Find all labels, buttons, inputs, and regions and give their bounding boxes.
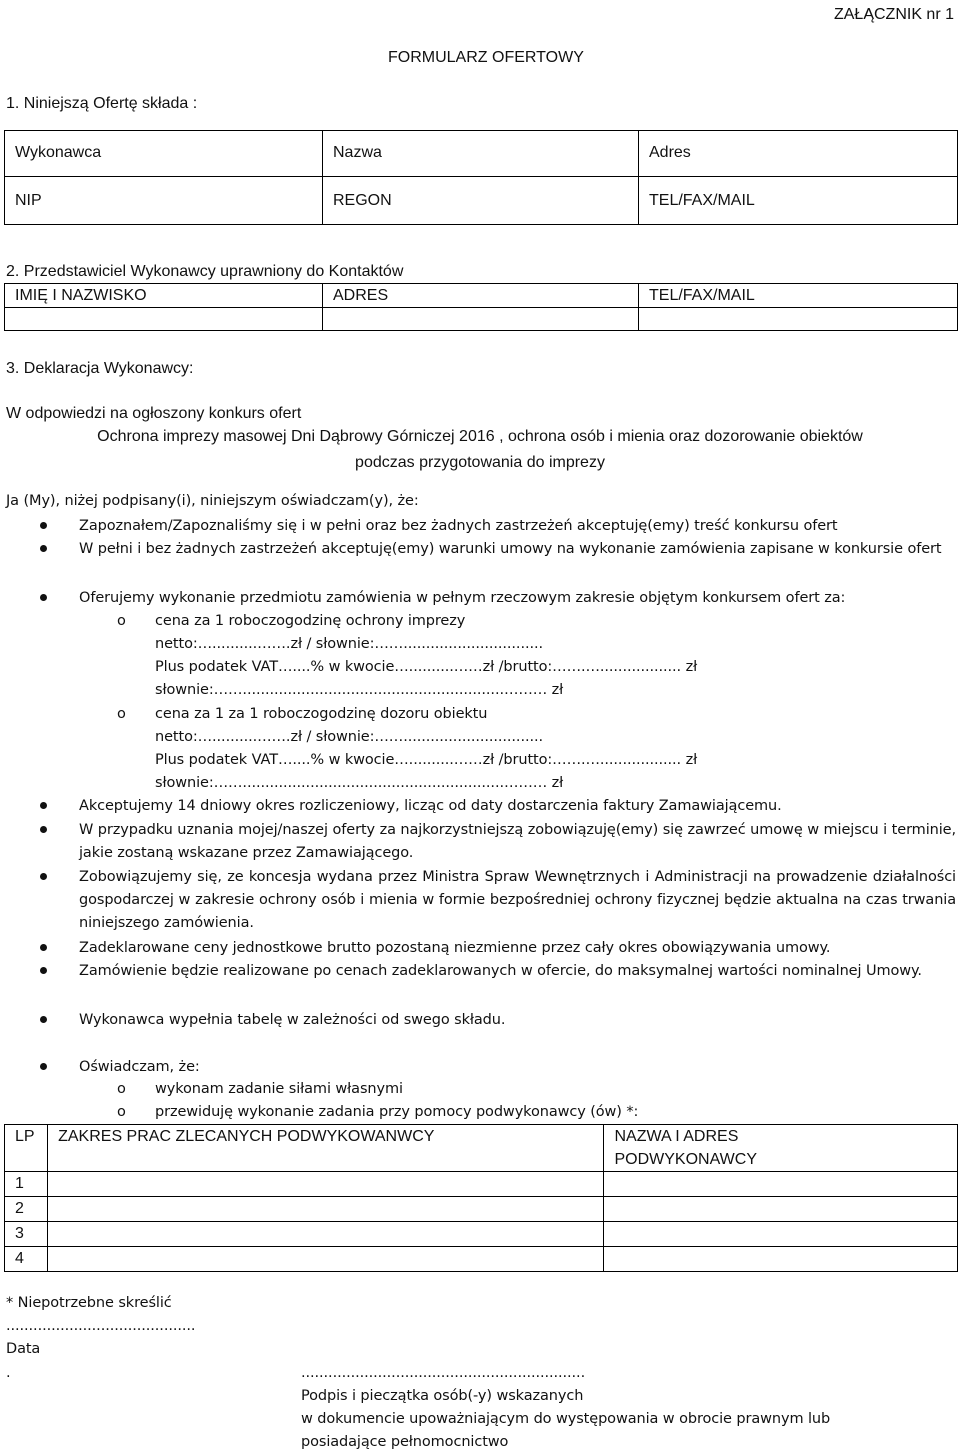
circle-bullet-icon: o [117, 706, 126, 722]
circle-bullet-icon: o [117, 1104, 126, 1120]
rep-contact-value [639, 308, 958, 331]
scope-cell [48, 1172, 604, 1197]
bullet-icon [40, 802, 47, 809]
subcontractor-cell [604, 1197, 958, 1222]
bullet-1: Zapoznałem/Zapoznaliśmy się i w pełni oraz bez żadnych zastrzeżeń akceptuję(emy) treść konkursu ofert [79, 518, 838, 534]
bullet-9: Wykonawca wypełnia tabelę w zależności od swego składu. [79, 1012, 506, 1028]
price1-vat: Plus podatek VAT…....% w kwocie…..........……zł /brutto:…….….................. zł [155, 659, 698, 675]
name-cell: Nazwa [323, 131, 639, 177]
subject-line-2: podczas przygotowania do imprezy [355, 454, 605, 471]
price1-slownie: słownie:……..........................................................……… zł [155, 682, 564, 698]
signature-caption-1: Podpis i pieczątka osób(-y) wskazanych [301, 1388, 584, 1404]
subcontractor-cell [604, 1247, 958, 1272]
price2-label: cena za 1 za 1 roboczogodzinę dozoru obiektu [155, 706, 488, 722]
circle-bullet-icon: o [117, 613, 126, 629]
signature-caption-3: posiadające pełnomocnictwo [301, 1434, 509, 1450]
contractor-cell: Wykonawca [5, 131, 323, 177]
representative-table [4, 283, 958, 331]
bullet-icon [40, 967, 47, 974]
price1-netto: netto:…..........…….zł / słownie:……............................... [155, 636, 543, 652]
option-subcontractors: przewiduję wykonanie zadania przy pomocy podwykonawcy (ów) *: [155, 1104, 639, 1120]
bullet-icon [40, 944, 47, 951]
subject-line-1: Ochrona imprezy masowej Dni Dąbrowy Górniczej 2016 , ochrona osób i mienia oraz dozorowanie obiektów [97, 428, 863, 445]
scope-cell [48, 1247, 604, 1272]
section1-heading: 1. Niniejszą Ofertę składa : [6, 95, 198, 112]
bullet-icon [40, 826, 47, 833]
lp-cell: 4 [5, 1247, 48, 1272]
form-title: FORMULARZ OFERTOWY [388, 49, 584, 66]
signature-line: ............................................................... [301, 1365, 586, 1381]
scope-cell [48, 1222, 604, 1247]
price2-slownie: słownie:……..........................................................……… zł [155, 775, 564, 791]
contact-cell: TEL/FAX/MAIL [639, 177, 958, 225]
nip-cell: NIP [5, 177, 323, 225]
section3-heading: 3. Deklaracja Wykonawcy: [6, 360, 194, 377]
bullet-6: Zobowiązujemy się, ze koncesja wydana przez Ministra Spraw Wewnętrznych i Administracji na prowadzenie działalności gospodarczej w zakresie ochrony osób i mienia w formie bezpośredniej ochrony fizycznej będzie aktualna na czas trwania niniejszego zamówienia. [79, 869, 956, 931]
address-cell: Adres [639, 131, 958, 177]
lp-cell: 3 [5, 1222, 48, 1247]
scope-cell [48, 1197, 604, 1222]
bullet-8: Zamówienie będzie realizowane po cenach zadeklarowanych w ofercie, do maksymalnej wartości nominalnej Umowy. [79, 963, 922, 979]
bullet-icon [40, 594, 47, 601]
subcontractor-cell [604, 1172, 958, 1197]
intro-text: W odpowiedzi na ogłoszony konkurs ofert [6, 405, 302, 422]
declaration-text: Ja (My), niżej podpisany(i), niniejszym oświadczam(y), że: [6, 493, 419, 509]
subcontractor-name-header: NAZWA I ADRES PODWYKONAWCY [604, 1125, 958, 1172]
bullet-5: W przypadku uznania mojej/naszej oferty za najkorzystniejszą zobowiązuję(emy) się zawrzeć umowę w miejscu i terminie, jakie zostaną wskazane przez Zamawiającego. [79, 822, 956, 861]
rep-name-header: IMIĘ I NAZWISKO [5, 284, 323, 308]
bullet-icon [40, 1016, 47, 1023]
date-label: Data [6, 1341, 41, 1357]
option-own-resources: wykonam zadanie siłami własnymi [155, 1081, 403, 1097]
bullet-icon [40, 522, 47, 529]
bullet-4: Akceptujemy 14 dniowy okres rozliczeniowy, licząc od daty dostarczenia faktury Zamawiającemu. [79, 798, 782, 814]
rep-name-value [5, 308, 323, 331]
rep-address-header: ADRES [323, 284, 639, 308]
subcontractor-table [4, 1124, 958, 1272]
contractor-table [4, 130, 958, 225]
lp-header: LP [5, 1125, 48, 1172]
date-line: .......................................... [6, 1318, 196, 1334]
period-mark: . [6, 1365, 11, 1381]
price1-label: cena za 1 roboczogodzinę ochrony imprezy [155, 613, 466, 629]
attachment-label: ZAŁĄCZNIK nr 1 [833, 6, 954, 23]
bullet-icon [40, 1063, 47, 1070]
bullet-2: W pełni i bez żadnych zastrzeżeń akceptuję(emy) warunki umowy na wykonanie zamówienia zapisane w konkursie ofert [79, 541, 942, 557]
lp-cell: 2 [5, 1197, 48, 1222]
footnote: * Niepotrzebne skreślić [6, 1295, 172, 1311]
bullet-icon [40, 545, 47, 552]
rep-contact-header: TEL/FAX/MAIL [639, 284, 958, 308]
subcontractor-cell [604, 1222, 958, 1247]
signature-caption-2: w dokumencie upoważniającym do występowania w obrocie prawnym lub [301, 1411, 831, 1427]
regon-cell: REGON [323, 177, 639, 225]
scope-header: ZAKRES PRAC ZLECANYCH PODWYKOWANWCY [48, 1125, 604, 1172]
rep-address-value [323, 308, 639, 331]
bullet-icon [40, 873, 47, 880]
bullet-10: Oświadczam, że: [79, 1059, 200, 1075]
circle-bullet-icon: o [117, 1081, 126, 1097]
bullet-7: Zadeklarowane ceny jednostkowe brutto pozostaną niezmienne przez cały okres obowiązywania umowy. [79, 940, 831, 956]
section2-heading: 2. Przedstawiciel Wykonawcy uprawniony do Kontaktów [6, 263, 404, 280]
lp-cell: 1 [5, 1172, 48, 1197]
bullet-3: Oferujemy wykonanie przedmiotu zamówienia w pełnym rzeczowym zakresie objętym konkursem ofert za: [79, 590, 846, 606]
price2-netto: netto:…..........…….zł / słownie:……............................... [155, 729, 543, 745]
price2-vat: Plus podatek VAT…....% w kwocie…..........……zł /brutto:…….….................. zł [155, 752, 698, 768]
